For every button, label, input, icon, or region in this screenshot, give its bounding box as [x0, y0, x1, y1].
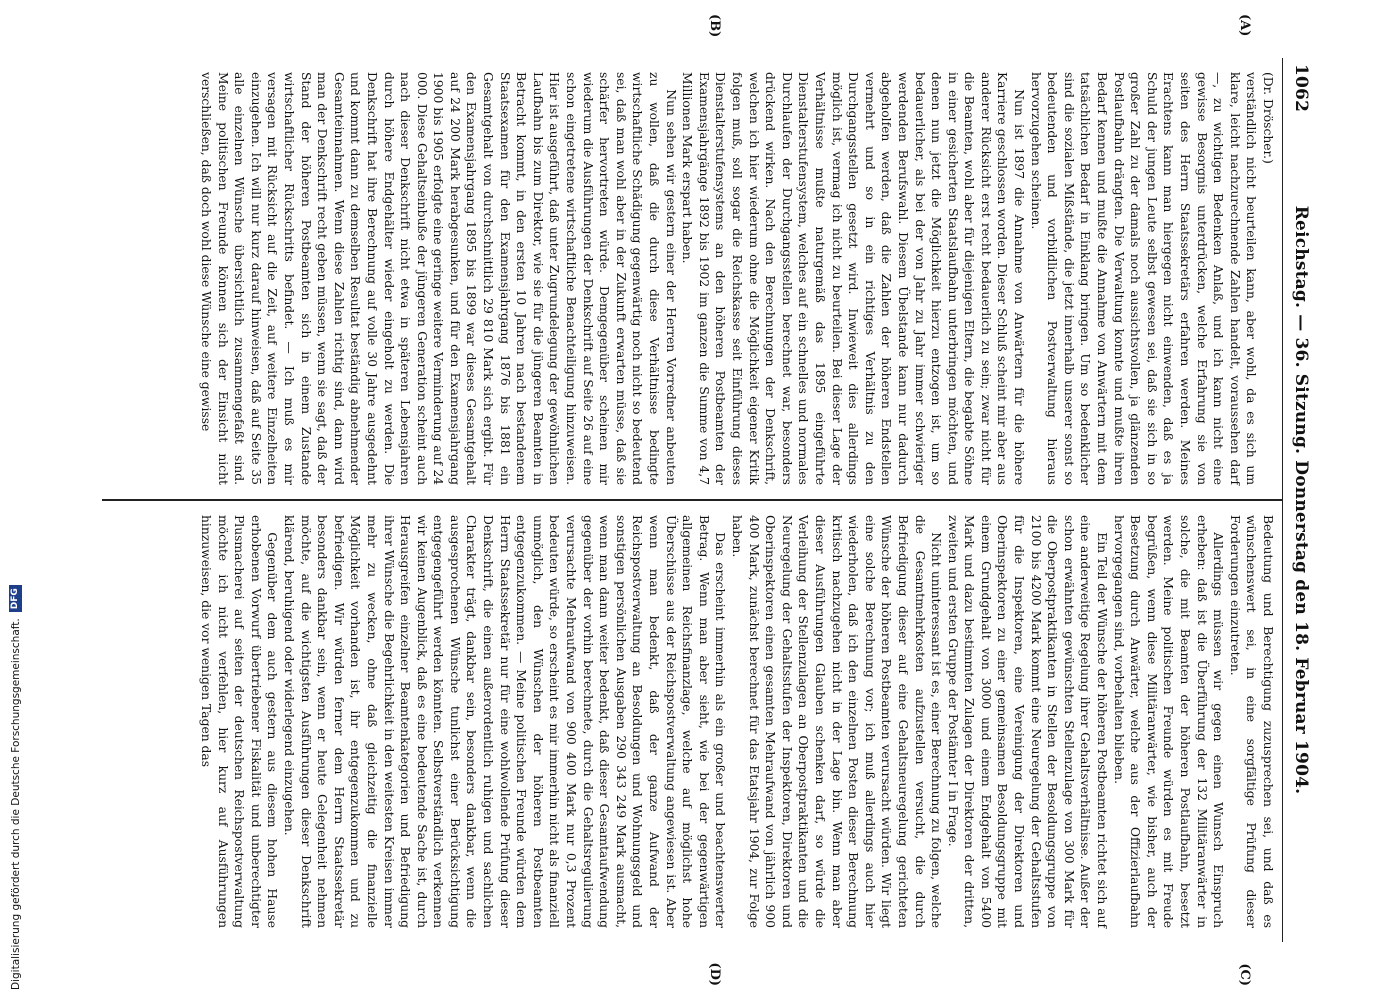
right-paragraph: Nicht uninteressant ist es, einer Berechnung zu folgen, welche die Gesamtmehrkosten aufzustellen versucht, die durch Befriedigung dieser auf eine Gehaltsneuregelung gerichteten Wünsche der höheren Postbeamten verursacht würden. Wir liegt eine solche Berechnung vor; ich muß allerdings auch hier wiederholen, daß ich den einzelnen Posten dieser Berechnung kritisch nachzugehen nicht in der Lage bin. Wenn man aber dieser Ausführungen Glauben schenken darf, so würde die Verleihung der Stellenzulagen an Oberpostpraktikanten und die Neuregelung der Gehaltsstufen der Inspektoren, Direktoren und Oberinspektoren einen gesamten Mehraufwand von jährlich 900 400 Mark, zunächst berechnet für das Etatsjahr 1904, zur Folge haben.: [730, 515, 944, 928]
digitization-credit: [8, 0, 22, 990]
running-head-title: Reichstag. — 36. Sitzung. Donnerstag den 18. Februar 1904.: [1291, 205, 1311, 795]
running-head: [1285, 58, 1313, 942]
right-paragraph: Ein Teil der Wünsche der höheren Postbeamten richtet sich auf eine anderweitige Regelung ihrer Gehaltsverhältnisse. Außer der schon erwähnten gewünschten Stellenzulage von 300 Mark für die Oberpostpraktikanten in Stellen der Besoldungsgruppe von 2100 bis 4200 Mark kommt eine Neuregelung der Gehaltsstufen für die Inspektoren, eine Vereinigung der Direktoren und Oberinspektoren zu einer gemeinsamen Besoldungsgruppe mit einem Grundgehalt von 3000 und einem Endgehalt von 5400 Mark und dazu bestimmten Zulagen der Direktoren der dritten, zweiten und ersten Gruppe der Postämter I in Frage.: [945, 515, 1110, 928]
left-column: [102, 58, 1282, 499]
left-paragraph: Nun sehen wir gestern einer der Herren Vorredner anbeuten zu wollen, daß die durch diese Verhältnisse bedingte wirtschaftliche Schädigung gegenwärtig noch nicht so bedeutend sei, daß man wohl aber in der Zukunft erwarten müsse, daß sie schärfer hervortreten würde. Demgegenüber scheinen mir wiederum die Ausführungen der Denkschrift auf Seite 26 auf eine schon eingetretene wirtschaftliche Benachteiligung hinzuweisen. Hier ist ausgeführt, daß unter Zugrundelegung der gewöhnlichen Laufbahn bis zum Direktor, wie sie für die jüngeren Beamten in Betracht kommt, in den ersten 10 Jahren nach bestandenem Staatsexamen für den Examensjahrgang 1876 bis 1881 ein Gesamtgehalt von durchschnittlich 29 810 Mark sich ergibt. Für den Examensjahrgang 1895 bis 1899 war dieses Gesamtgehalt auf 24 200 Mark herabgesunken, und für den Examensjahrgang 1900 bis 1905 erfolgte eine geringe weitere Verminderung auf 24 000. Diese Gehaltseinbuße der jüngeren Generation scheint auch nach dieser Denkschrift nicht etwa in späteren Lebensjahren durch höhere Endgehälter wieder eingeholt zu werden. Die Denkschrift hat ihre Berechnung auf volle 30 Jahre ausgedehnt und kommt dann zu demselben Resultat beständig abnehmender Gesamteinnahmen. Wenn diese Zahlen richtig sind, dann wird man der Denkschrift recht geben müssen, wenn sie sagt, daß der Stand der höheren Postbeamten sich in einem Zustande wirtschaftlicher Rückschritts befindet. — Ich muß es mir versagen mit Rücksicht auf die Zeit, auf weitere Einzelheiten einzugehen. Ich will nur kurz darauf hinweisen, daß auf Seite 35 alle einzelnen Wünsche übersichtlich zusammengefaßt sind. Meine politischen Freunde können sich der Einsicht nicht verschließen, daß doch wohl diese Wünsche eine gewisse: [199, 72, 678, 485]
page-number: 1062: [1291, 64, 1311, 113]
right-paragraph: Das erscheint immerhin als ein großer und beachtenswerter Betrag. Wenn man aber sieht, wie bei der gegenwärtigen allgemeinen Reichsfinanzlage, welche auf möglichst hohe Überschüsse aus der Reichspostverwaltung angewiesen ist. Aber wenn man bedenkt, daß der ganze Aufwand der Reichspostverwaltung an Besoldungen und Wohnungsgeld und sonstigen persönlichen Ausgaben 290 343 249 Mark ausmacht, wenn man dann weiter bedenkt, daß dieser Gesamtaufwendung gegenüber der vorhin berechnete, durch die Gehaltsregulierung verursachte Mehraufwand von 900 400 Mark nur 0,3 Prozent bedeuten würde, so erscheint es mir immerhin nicht als finanziell unmöglich, den Wünschen der höheren Postbeamten entgegenzukommen. — Meine politischen Freunde würden dem Herrn Staatssekretär nur für eine wohlwollende Prüfung dieser Denkschrift, die einen außerordentlich ruhigen und sachlichen Charakter trägt, dankbar sein, besonders dankbar, wenn die ausgesprochenen Wünsche tunlichst einer Berücksichtigung entgegengeführt werden könnten. Selbstverständlich verkennen wir keinen Augenblick, daß es eine bedeutende Sache ist, durch Herausgreifen einzelner Beamtenkategorien und Befriedigung ihrer Wünsche die Begehrlichkeit in den weitesten Kreisen immer mehr zu wecken, ohne daß gleichzeitig die finanzielle Möglichkeit vorhanden ist, ihr entgegenzukommen und zu befriedigen. Wir würden ferner dem Herrn Staatssekretär besonders dankbar sein, wenn er heute Gelegenheit nehmen möchte, auf die wichtigsten Ausführungen dieser Denkschrift klärend, beruhigend oder widerlegend einzugehen.: [281, 515, 728, 928]
margin-mark-a: (A): [1237, 14, 1252, 37]
speaker-attribution: (Dr. Dröscher.): [1261, 72, 1275, 164]
margin-mark-c: (C): [1237, 963, 1252, 986]
right-column: [102, 501, 1282, 942]
credit-text: Digitalisierung gefördert durch die Deutsche Forschungsgemeinschaft.: [9, 618, 22, 990]
right-paragraph: Allerdings müssen wir gegen einen Wunsch Einspruch erheben: daß ist die Überführung der 132 Militäranwärter in solche, die mit Beamten der höheren Postlaufbahn, besetzt werden. Meine politischen Freunde würden es mit Freude begrüßen, wenn diese Militäranwärter, wie bisher, auch der Besetzung durch Anwärter, welche aus der Offizierlaufbahn hervorgegangen sind, vorbehalten blieben.: [1111, 515, 1226, 928]
right-paragraph: Gegenüber dem auch gestern aus diesem hohen Hause erhobenen Vorwurf übertriebener Fiskalität und unberechtigter Plusmacherei auf seiten der deutschen Reichspostverwaltung möchte ich nicht verfehlen, hier kurz auf Ausführungen hinzuweisen, die vor wenigen Tagen das: [199, 515, 280, 928]
margin-mark-b: (B): [707, 14, 722, 38]
two-column-body: [102, 14, 1282, 986]
dfg-logo: DFG: [9, 585, 22, 612]
right-paragraph: Bedeutung und Berechtigung zuzusprechen sei, und daß es wünschenswert sei, in eine sorgfältige Prüfung dieser Forderungen einzutreten.: [1227, 515, 1275, 928]
header-rule: [1282, 58, 1283, 942]
margin-mark-d: (D): [707, 962, 722, 986]
left-paragraph: Nun ist 1897 die Annahme von Anwärtern für die höhere Karriere geschlossen worden. Dieser Schluß scheint mir aber aus anderer Rücksicht erst recht bedauerlich zu sein; zwar nicht für die Beamten, wohl aber für diejenigen Eltern, die begabte Söhne in einer gesicherten Staatslaufbahn unterbringen möchten, und denen nun jetzt die Möglichkeit hierzu entzogen ist, um so bedauerlicher, als bei der von Jahr zu Jahr immer schwieriger werdenden Berufswahl. Diesem Übelstande kann nur dadurch abgeholfen werden, daß die Zahlen der höheren Endstellen vermehrt und so in ein richtiges Verhältnis zu den Durchgangsstellen gesetzt wird. Inwieweit dies allerdings möglich ist, vermag ich nicht zu beurteilen. Bei dieser Lage der Verhältnisse mußte naturgemäß das 1895 eingeführte Dienstalterstufensystem, welches auf ein schnelles und normales Durchlaufen der Durchgangsstellen berechnet war, besonders drückend wirken. Nach den Berechnungen der Denkschrift, welchen ich hier wiederum ohne die Möglichkeit eigener Kritik folgen muß, soll sogar die Reichskasse seit Einführung dieses Dienstalterstufensystems an den höheren Postbeamten der Examensjahrgänge 1892 bis 1902 im ganzen die Summe von 4,7 Millionen Mark erspart haben.: [680, 72, 1027, 485]
left-paragraph: verständlich nicht beurteilen kann, aber wohl, da es sich um klare, leicht nachzurechnende Zahlen handelt, voraussehen darf —, zu wichtigen Bedenken Anlaß, und ich kann nicht eine gewisse Besorgnis unterdrücken, welche Erfahrung sie von seiten des Herrn Staatssekretärs erfahren werden. Meines Erachtens kann man hiergegen nicht einwenden, daß es ja Schuld der jungen Leute selbst gewesen sei, daß sie sich in so großer Zahl zu der damals noch aussichtsvollen, ja glänzenden Postlaufbahn drängten. Die Verwaltung konnte und mußte ihren Bedarf kennen und mußte die Annahme von Anwärtern mit dem tatsächlichen Bedarf in Einklang bringen. Um so bedenklicher sind die sozialen Mißstände, die jetzt innerhalb unserer sonst so bedeutenden und vorbildlichen Postverwaltung hieraus hervorzugehen scheinen.: [1028, 72, 1259, 485]
